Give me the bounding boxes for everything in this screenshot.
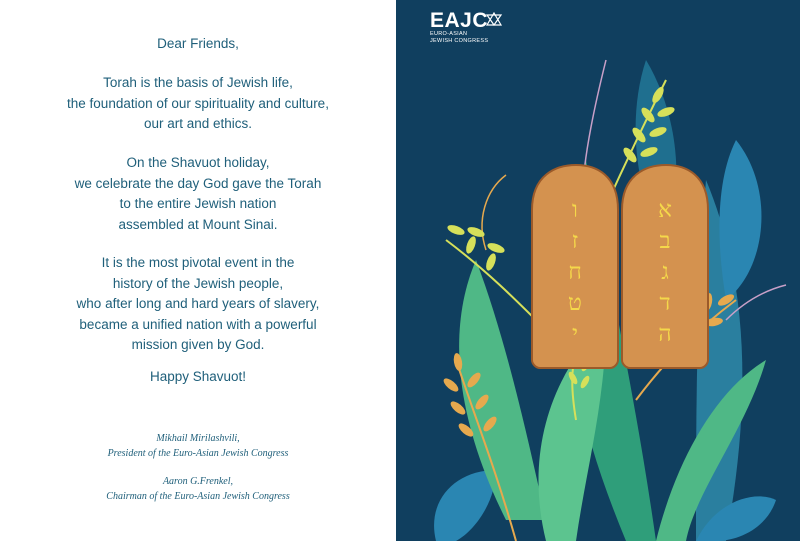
greeting-text: Dear Friends, <box>157 36 239 51</box>
signature-chairman <box>0 475 396 504</box>
paragraph-line: to the entire Jewish nation <box>119 196 277 211</box>
hebrew-letter: א <box>658 197 672 223</box>
paragraph-line: assembled at Mount Sinai. <box>118 216 278 232</box>
tablet-right-letters <box>622 195 708 350</box>
hebrew-letter: ו <box>572 197 578 223</box>
stem-outline <box>482 175 506 250</box>
closing-text: Happy Shavuot! <box>149 369 247 384</box>
hebrew-letter: ב <box>659 228 671 254</box>
signature-president <box>0 432 396 461</box>
hebrew-letter: ט <box>568 290 582 316</box>
paragraph-line: our art and ethics. <box>143 116 253 131</box>
letter-panel <box>0 0 396 541</box>
paragraph-line: On the Shavuot holiday, <box>126 155 270 170</box>
signature-name: Mikhail Mirilashvili, <box>156 433 240 444</box>
hebrew-letter: ז <box>571 228 579 254</box>
paragraph-history <box>0 253 396 356</box>
logo-line1: EURO-ASIAN <box>430 31 468 37</box>
eajc-logo <box>430 10 488 44</box>
signature-name: Aaron G.Frenkel, <box>162 476 234 487</box>
paragraph-shavuot <box>0 153 396 235</box>
paragraph-line: we celebrate the day God gave the Torah <box>74 175 322 191</box>
paragraph-torah <box>0 73 396 135</box>
paragraph-line: Torah is the basis of Jewish life, <box>103 75 293 90</box>
tablet-left-letters <box>532 195 618 350</box>
hebrew-letter: ג <box>661 259 669 285</box>
logo-line2: JEWISH CONGRESS <box>430 37 489 44</box>
paragraph-line: became a unified nation with a powerful <box>79 316 317 332</box>
star-of-david-icon <box>485 12 503 26</box>
paragraph-line: mission given by God. <box>131 337 265 352</box>
hebrew-letter: ח <box>568 259 582 285</box>
logo-word: EAJC <box>430 9 489 32</box>
leaf-blue-right <box>719 140 761 300</box>
signature-title: Chairman of the Euro-Asian Jewish Congress <box>106 490 290 502</box>
paragraph-line: history of the Jewish people, <box>112 275 284 291</box>
signature-title: President of the Euro-Asian Jewish Congress <box>107 447 289 459</box>
paragraph-line: It is the most pivotal event in the <box>101 255 295 270</box>
paragraph-line: who after long and hard years of slavery, <box>76 296 320 311</box>
hebrew-letter: ד <box>659 290 671 316</box>
paragraph-line: the foundation of our spirituality and culture, <box>67 95 329 111</box>
hebrew-letter: ה <box>658 321 672 347</box>
hebrew-letter: י <box>571 321 579 347</box>
leaf-blue-bottom-left <box>434 470 496 541</box>
